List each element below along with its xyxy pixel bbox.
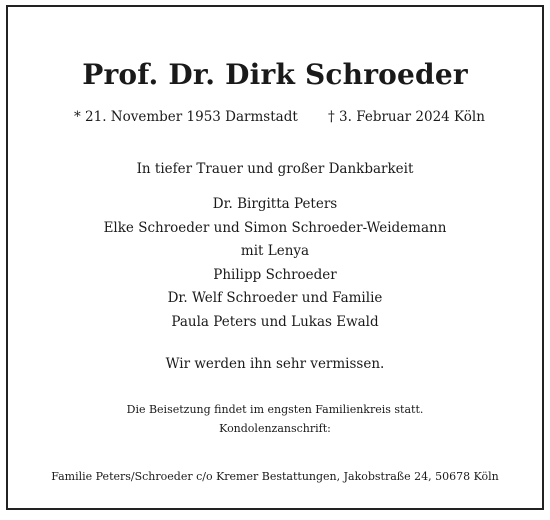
mourners-list bbox=[8, 193, 542, 335]
mourner-item: mit Lenya bbox=[240, 243, 310, 260]
deceased-name: Prof. Dr. Dirk Schroeder bbox=[82, 58, 468, 91]
condolence-label: Kondolenzanschrift: bbox=[219, 422, 331, 435]
burial-note: Die Beisetzung findet im engsten Familienkreis statt. bbox=[126, 403, 424, 416]
mourner-item: Dr. Welf Schroeder und Familie bbox=[167, 290, 383, 307]
closing-line: Wir werden ihn sehr vermissen. bbox=[165, 356, 385, 372]
mourning-intro: In tiefer Trauer und großer Dankbarkeit bbox=[136, 161, 414, 177]
mourner-item: Philipp Schroeder bbox=[213, 266, 337, 283]
obituary-notice bbox=[6, 5, 544, 510]
mourner-item: Elke Schroeder und Simon Schroeder-Weidemann bbox=[103, 219, 447, 236]
death-date: † 3. Februar 2024 Köln bbox=[328, 109, 485, 125]
mourner-item: Dr. Birgitta Peters bbox=[212, 196, 338, 212]
condolence-address: Familie Peters/Schroeder c/o Kremer Bestattungen, Jakobstraße 24, 50678 Köln bbox=[51, 470, 499, 483]
birth-date: * 21. November 1953 Darmstadt bbox=[74, 109, 298, 125]
life-dates bbox=[8, 107, 542, 127]
mourner-item: Paula Peters und Lukas Ewald bbox=[171, 313, 379, 330]
